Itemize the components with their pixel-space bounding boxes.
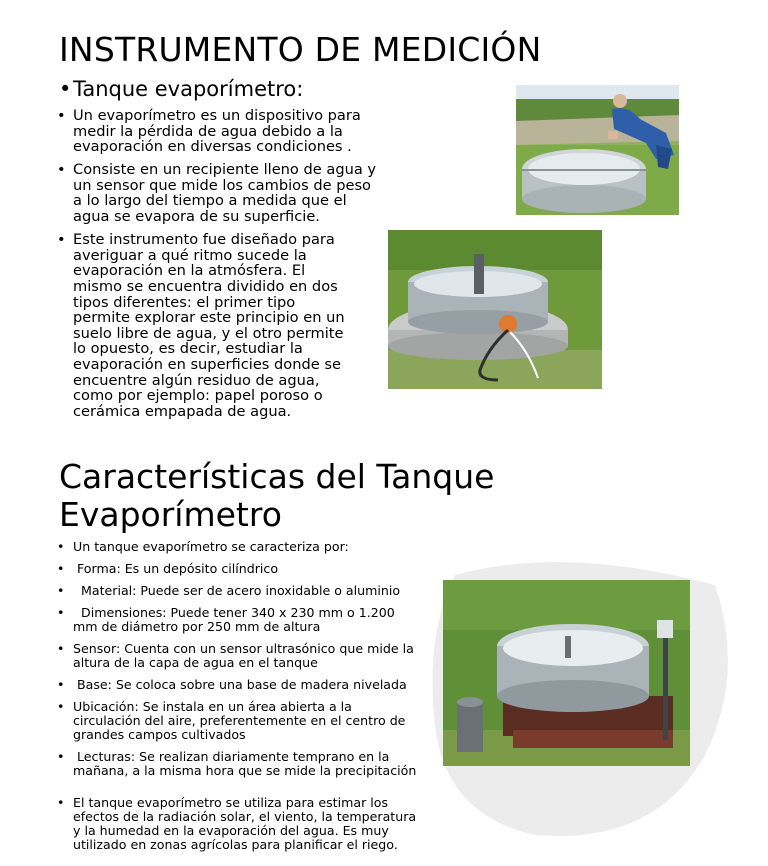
list-item [57,108,379,155]
bullet-marker: • [57,699,65,714]
list-item [57,642,427,670]
bullet-marker: • [57,539,65,554]
subtitle-text: Tanque evaporímetro: [73,77,304,101]
list-item [57,606,423,634]
list-item-text: Un evaporímetro es un dispositivo para medir la pérdida de agua debido a la evaporación en diversas condiciones . [73,107,361,156]
bullet-marker: • [59,77,72,101]
bullet-marker: • [57,561,65,576]
list-item-text: Ubicación: Se instala en un área abierta a la circulación del aire, preferentemente en el centro de grandes campos cultivados [73,699,406,742]
list-item [57,162,379,224]
bullet-marker: • [57,605,65,620]
photo-evaporimeter-sensor [388,230,602,389]
page-title: INSTRUMENTO DE MEDICIÓN [59,30,542,69]
list-item-text: Sensor: Cuenta con un sensor ultrasónico que mide la altura de la capa de agua en el tanque [73,641,414,670]
bullet-marker: • [57,749,65,764]
list-item-text: Base: Se coloca sobre una base de madera nivelada [73,677,407,692]
list-item-text: Dimensiones: Puede tener 340 x 230 mm o 1.200 mm de diámetro por 250 mm de altura [73,605,399,634]
bullet-marker: • [57,231,66,249]
list-item [57,750,427,778]
list-item-text: Este instrumento fue diseñado para averiguar a qué ritmo sucede la evaporación en la atmósfera. El mismo se encuentra dividido en dos tipos diferentes: el primer tipo permite explorar este principio en un suelo libre de agua, y el otro permite lo opuesto, es decir, estudiar la evaporación en superficies donde se encuentre algún residuo de agua, como por ejemplo: papel poroso o cerámica empapada de agua. [73,231,345,420]
list-item [57,540,427,554]
bullet-marker: • [57,641,65,656]
photo-evaporimeter-field [516,85,679,215]
list-item-text: Consiste en un recipiente lleno de agua y un sensor que mide los cambios de peso a lo largo del tiempo a medida que el agua se evapora de su superficie. [73,161,377,226]
list-item-text: Material: Puede ser de acero inoxidable o aluminio [73,583,401,598]
list-item-text: Forma: Es un depósito cilíndrico [73,561,279,576]
list-item-text: Lecturas: Se realizan diariamente temprano en la mañana, a la misma hora que se mide la precipitación [73,749,417,778]
bullet-marker: • [57,583,65,598]
list-item [57,700,423,742]
bullet-marker: • [57,677,65,692]
list-item [57,584,427,598]
list-item [57,562,427,576]
bullet-marker: • [57,107,66,124]
characteristics-list [57,540,427,860]
section-title: Características del Tanque Evaporímetro [59,457,495,534]
bullet-marker: • [57,161,66,179]
bullet-marker: • [57,795,65,810]
list-item-text: Un tanque evaporímetro se caracteriza por: [73,539,349,554]
list-item [57,796,427,852]
subtitle [59,76,303,102]
list-item [57,232,351,419]
description-list [57,108,379,427]
photo-evaporimeter-base [443,580,690,766]
list-item-text: El tanque evaporímetro se utiliza para estimar los efectos de la radiación solar, el viento, la temperatura y la humedad en la evaporación del agua. Es muy utilizado en zonas agrícolas para planificar el riego. [73,795,417,852]
list-item [57,678,427,692]
